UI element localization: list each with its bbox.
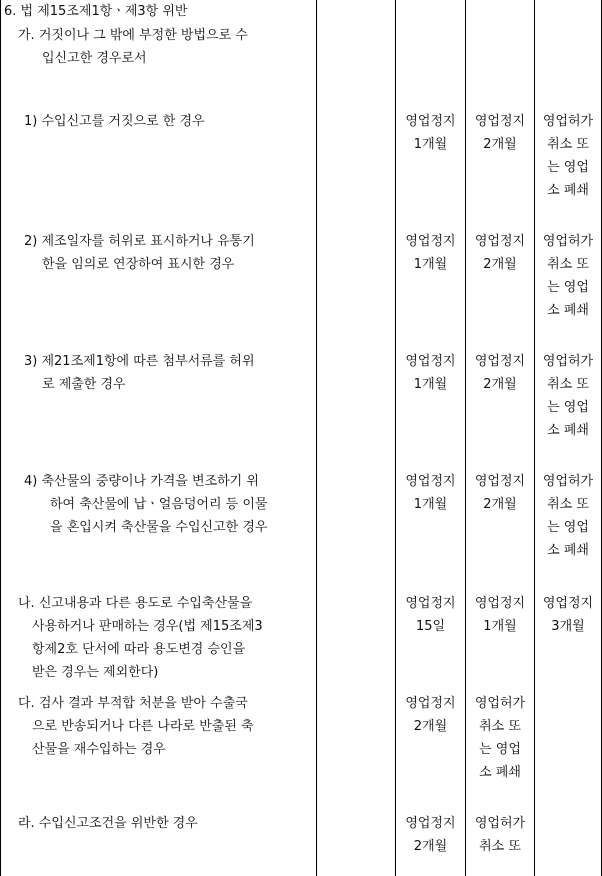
penalty-level-2-line: 영업정지	[474, 596, 526, 611]
violation-text-line: 으로 반송되거나 다른 나라로 반출된 축	[32, 719, 254, 734]
penalty-level-2-line: 영업정지	[474, 474, 526, 489]
penalty-level-3-line: 소 폐쇄	[547, 303, 589, 318]
penalty-level-3-line: 소 폐쇄	[547, 423, 589, 438]
penalty-level-2-line: 2개월	[483, 497, 517, 512]
penalty-level-2-line: 소 폐쇄	[479, 765, 521, 780]
penalty-level-2-line: 영업정지	[474, 114, 526, 129]
violation-text-line: 항제2호 단서에 따라 용도변경 승인을	[32, 642, 246, 657]
penalty-level-1-line: 1개월	[413, 377, 448, 392]
penalty-level-3-line: 소 폐쇄	[547, 183, 589, 198]
penalty-level-1-line: 영업정지	[405, 596, 456, 611]
penalty-level-3-line: 영업정지	[542, 596, 594, 611]
violation-text-line: 받은 경우는 제외한다)	[32, 665, 159, 680]
penalty-level-1-line: 영업정지	[405, 354, 456, 369]
penalty-level-3-line: 영업허가	[542, 354, 594, 369]
penalty-level-1-line: 2개월	[413, 839, 448, 854]
penalty-level-2-line: 영업허가	[474, 696, 526, 711]
violation-text-line: 산물을 재수입하는 경우	[32, 742, 166, 757]
penalty-level-1-line: 영업정지	[405, 234, 456, 249]
violation-text-line: 입신고한 경우로서	[42, 51, 147, 66]
penalty-level-2-line: 영업정지	[474, 354, 526, 369]
penalty-level-3-line: 는 영업	[547, 400, 589, 415]
violation-text-line: 사용하거나 판매하는 경우(법 제15조제3	[32, 619, 263, 634]
violation-text-line: 1) 수입신고를 거짓으로 한 경우	[24, 114, 205, 129]
penalty-level-3-line: 영업허가	[542, 474, 594, 489]
penalty-level-3-line: 는 영업	[547, 520, 589, 535]
penalty-level-2-line: 1개월	[483, 619, 517, 634]
penalty-level-2-line: 2개월	[483, 137, 517, 152]
penalty-level-3-line: 취소 또	[547, 497, 589, 512]
violation-text-line: 3) 제21조제1항에 따른 첨부서류를 허위	[24, 354, 255, 369]
penalty-level-1-line: 15일	[415, 619, 446, 634]
penalty-level-1-line: 1개월	[413, 497, 448, 512]
penalty-level-1-line: 2개월	[413, 719, 448, 734]
penalty-level-2-line: 영업정지	[474, 234, 526, 249]
penalty-level-1-line: 영업정지	[405, 114, 456, 129]
penalty-level-3-line: 취소 또	[547, 377, 589, 392]
violation-text-line: 로 제출한 경우	[42, 377, 126, 392]
violation-text-line: 나. 신고내용과 다른 용도로 수입축산물을	[18, 596, 253, 611]
violation-text-line: 한을 임의로 연장하여 표시한 경우	[42, 257, 235, 272]
violation-text-line: 2) 제조일자를 허위로 표시하거나 유통기	[24, 234, 255, 249]
penalty-level-3-line: 소 폐쇄	[547, 543, 589, 558]
penalty-level-3-line: 취소 또	[547, 257, 589, 272]
penalty-level-2-line: 취소 또	[479, 719, 521, 734]
violation-text-line: 라. 수입신고조건을 위반한 경우	[18, 816, 198, 831]
penalty-level-3-line: 영업허가	[542, 114, 594, 129]
penalty-level-3-line: 는 영업	[547, 160, 589, 175]
penalty-level-2-line: 취소 또	[479, 839, 521, 854]
penalty-level-2-line: 는 영업	[479, 742, 521, 757]
penalty-level-2-line: 영업허가	[474, 816, 526, 831]
violation-text-line: 을 혼입시켜 축산물을 수입신고한 경우	[50, 520, 268, 535]
penalty-level-1-line: 영업정지	[405, 696, 456, 711]
column-divider-1	[316, 0, 317, 876]
penalty-level-1-line: 영업정지	[405, 474, 456, 489]
penalty-level-2-line: 2개월	[483, 257, 517, 272]
penalty-level-3-line: 영업허가	[542, 234, 594, 249]
penalty-level-3-line: 는 영업	[547, 280, 589, 295]
table-border-left	[0, 0, 1, 876]
violation-text-line: 가. 거짓이나 그 밖에 부정한 방법으로 수	[18, 28, 248, 43]
penalty-level-2-line: 2개월	[483, 377, 517, 392]
violation-text-line: 하여 축산물에 납ㆍ얼음덩어리 등 이물	[50, 497, 268, 512]
penalty-level-3-line: 3개월	[551, 619, 585, 634]
violation-text-line: 4) 축산물의 중량이나 가격을 변조하기 위	[24, 474, 259, 489]
penalty-level-1-line: 1개월	[413, 257, 448, 272]
penalty-level-1-line: 1개월	[413, 137, 448, 152]
section-heading: 6. 법 제15조제1항ㆍ제3항 위반	[4, 4, 188, 19]
penalty-level-3-line: 취소 또	[547, 137, 589, 152]
violation-text-line: 다. 검사 결과 부적합 처분을 받아 수출국	[18, 696, 248, 711]
penalty-level-1-line: 영업정지	[405, 816, 456, 831]
